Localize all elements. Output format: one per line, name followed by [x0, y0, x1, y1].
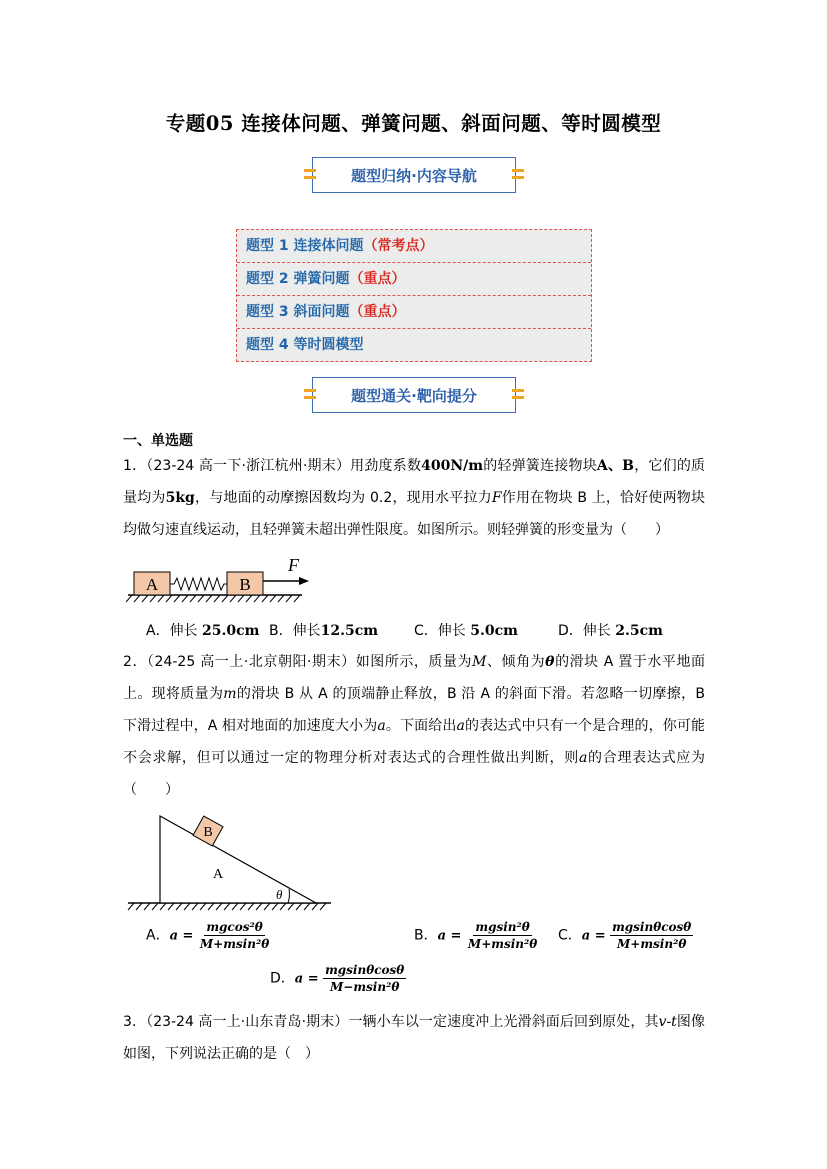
option-fraction [610, 920, 693, 951]
option-value: 2.5cm [615, 623, 663, 639]
q1-option-a[interactable] [146, 620, 259, 640]
nav-item-label: 题型 1 连接体问题 [246, 238, 364, 254]
banner-cap-icon [304, 387, 316, 401]
nav-item-type-3[interactable] [237, 296, 591, 329]
text: 的合理表达式应为（ ） [123, 750, 705, 798]
arrow-head-icon [299, 577, 309, 585]
force-symbol: F [491, 490, 502, 506]
denominator: M−msin²θ [330, 980, 400, 994]
option-lhs: a = [294, 971, 319, 987]
vt-symbol: v-t [658, 1014, 677, 1030]
text: ，与地面的动摩擦因数均为 0.2，现用水平拉力 [194, 490, 492, 506]
symbol-M: M [472, 654, 487, 670]
text: 的滑块 A 置于水平地面上。现将质量为 [123, 654, 706, 702]
content-navigation [236, 229, 592, 362]
option-letter: D． [270, 970, 295, 987]
nav-item-label: 题型 2 弹簧问题 [246, 271, 350, 287]
text: 的轻弹簧连接物块 [483, 458, 597, 474]
banner-cap-icon [512, 167, 524, 181]
ground-hatching [128, 903, 326, 910]
q2-option-a[interactable] [146, 920, 271, 951]
angle-label: θ [276, 887, 283, 902]
force-label: F [288, 555, 299, 575]
practice-banner [312, 377, 516, 413]
nav-banner-label: 题型归纳·内容导航 [351, 166, 477, 185]
nav-item-type-2[interactable] [237, 263, 591, 296]
numerator: mgcos²θ [206, 920, 263, 934]
block-b-label: B [239, 575, 251, 594]
practice-banner-label: 题型通关·靶向提分 [351, 386, 477, 405]
wedge-a [160, 816, 316, 903]
option-fraction [323, 963, 406, 994]
denominator: M+msin²θ [467, 937, 538, 951]
option-letter: A．伸长 [146, 623, 203, 639]
text: 作用在物块 B 上，恰好使两物块均做匀速直线运动，且轻弹簧未超出弹性限度。如图所示。则轻弹簧的形变量为（ ） [123, 490, 705, 538]
nav-item-tag: （常考点） [363, 238, 434, 254]
option-letter: C．伸长 [414, 623, 471, 639]
symbol-a: a [377, 718, 386, 734]
q2-option-c[interactable] [558, 920, 693, 951]
question-3-stem [123, 1006, 705, 1070]
symbol-theta: θ [545, 654, 555, 670]
q1-option-b[interactable] [269, 620, 378, 640]
nav-item-tag: （重点） [349, 271, 406, 287]
numerator: mgsin²θ [475, 920, 530, 934]
option-value: 5.0cm [470, 623, 518, 639]
nav-banner [312, 157, 516, 193]
question-2-stem [123, 646, 705, 806]
option-letter: B． [414, 927, 438, 944]
q1-option-d[interactable] [558, 620, 663, 640]
block-b-label: B [203, 825, 213, 840]
block-a-label: A [145, 575, 159, 594]
ground-hatching [126, 595, 300, 602]
question-1-stem [123, 450, 705, 546]
text: ，它们的质量均为 [123, 458, 706, 506]
document-title: 专题05 连接体问题、弹簧问题、斜面问题、等时圆模型 [165, 112, 662, 135]
numerator: mgsinθcosθ [612, 920, 692, 934]
denominator: M+msin²θ [617, 937, 687, 951]
option-letter: B．伸长 [269, 623, 321, 639]
symbol-a: a [578, 750, 588, 766]
text: 图像如图，下列说法正确的是（ ） [123, 1014, 706, 1062]
denominator: M+msin²θ [199, 937, 270, 951]
block-names: A、B [596, 458, 635, 474]
text: 2．（24-25 高一上·北京朝阳·期末）如图所示，质量为 [123, 654, 473, 670]
wedge-a-label: A [212, 867, 224, 882]
nav-item-type-1[interactable] [237, 230, 591, 263]
banner-cap-icon [512, 387, 524, 401]
text: 的表达式中只有一个是合理的，你可能不会求解，但可以通过一定的物理分析对表达式的合理性做出判断，则 [123, 718, 706, 766]
symbol-m: m [223, 686, 237, 702]
option-lhs: a = [169, 928, 194, 944]
option-fraction [198, 920, 271, 951]
option-lhs: a = [437, 928, 462, 944]
nav-item-type-4[interactable] [237, 329, 591, 362]
option-letter: C． [558, 927, 582, 944]
nav-item-label: 题型 3 斜面问题 [246, 304, 350, 320]
spring-constant: 400N/m [421, 458, 484, 474]
section-title: 一、单选题 [123, 433, 193, 449]
figure-incline [126, 812, 336, 914]
q2-option-d[interactable] [270, 963, 406, 994]
text: 的滑块 B 从 A 的顶端静止释放，B 沿 A 的斜面下滑。若忽略一切摩擦，B 下滑过程中，A 相对地面的加速度大小为 [123, 686, 705, 734]
option-letter: D．伸长 [558, 623, 616, 639]
option-value: 25.0cm [202, 623, 260, 639]
q2-option-b[interactable] [414, 920, 539, 951]
block-mass: 5kg [165, 490, 195, 506]
text: 1．（23-24 高一下·浙江杭州·期末）用劲度系数 [123, 458, 422, 474]
figure-spring-blocks [126, 552, 316, 604]
option-letter: A． [146, 927, 170, 944]
text: 、倾角为 [486, 654, 546, 670]
symbol-a: a [456, 718, 465, 734]
text: 。下面给出 [385, 718, 457, 734]
nav-item-tag: （重点） [349, 304, 406, 320]
spring [170, 578, 227, 590]
option-lhs: a = [581, 928, 606, 944]
option-fraction [466, 920, 539, 951]
q1-option-c[interactable] [414, 620, 518, 640]
nav-item-label: 题型 4 等时圆模型 [246, 337, 364, 353]
banner-cap-icon [304, 167, 316, 181]
option-value: 12.5cm [320, 623, 379, 639]
text: 3．（23-24 高一上·山东青岛·期末）一辆小车以一定速度冲上光滑斜面后回到原处，其 [123, 1014, 659, 1030]
numerator: mgsinθcosθ [325, 963, 405, 977]
